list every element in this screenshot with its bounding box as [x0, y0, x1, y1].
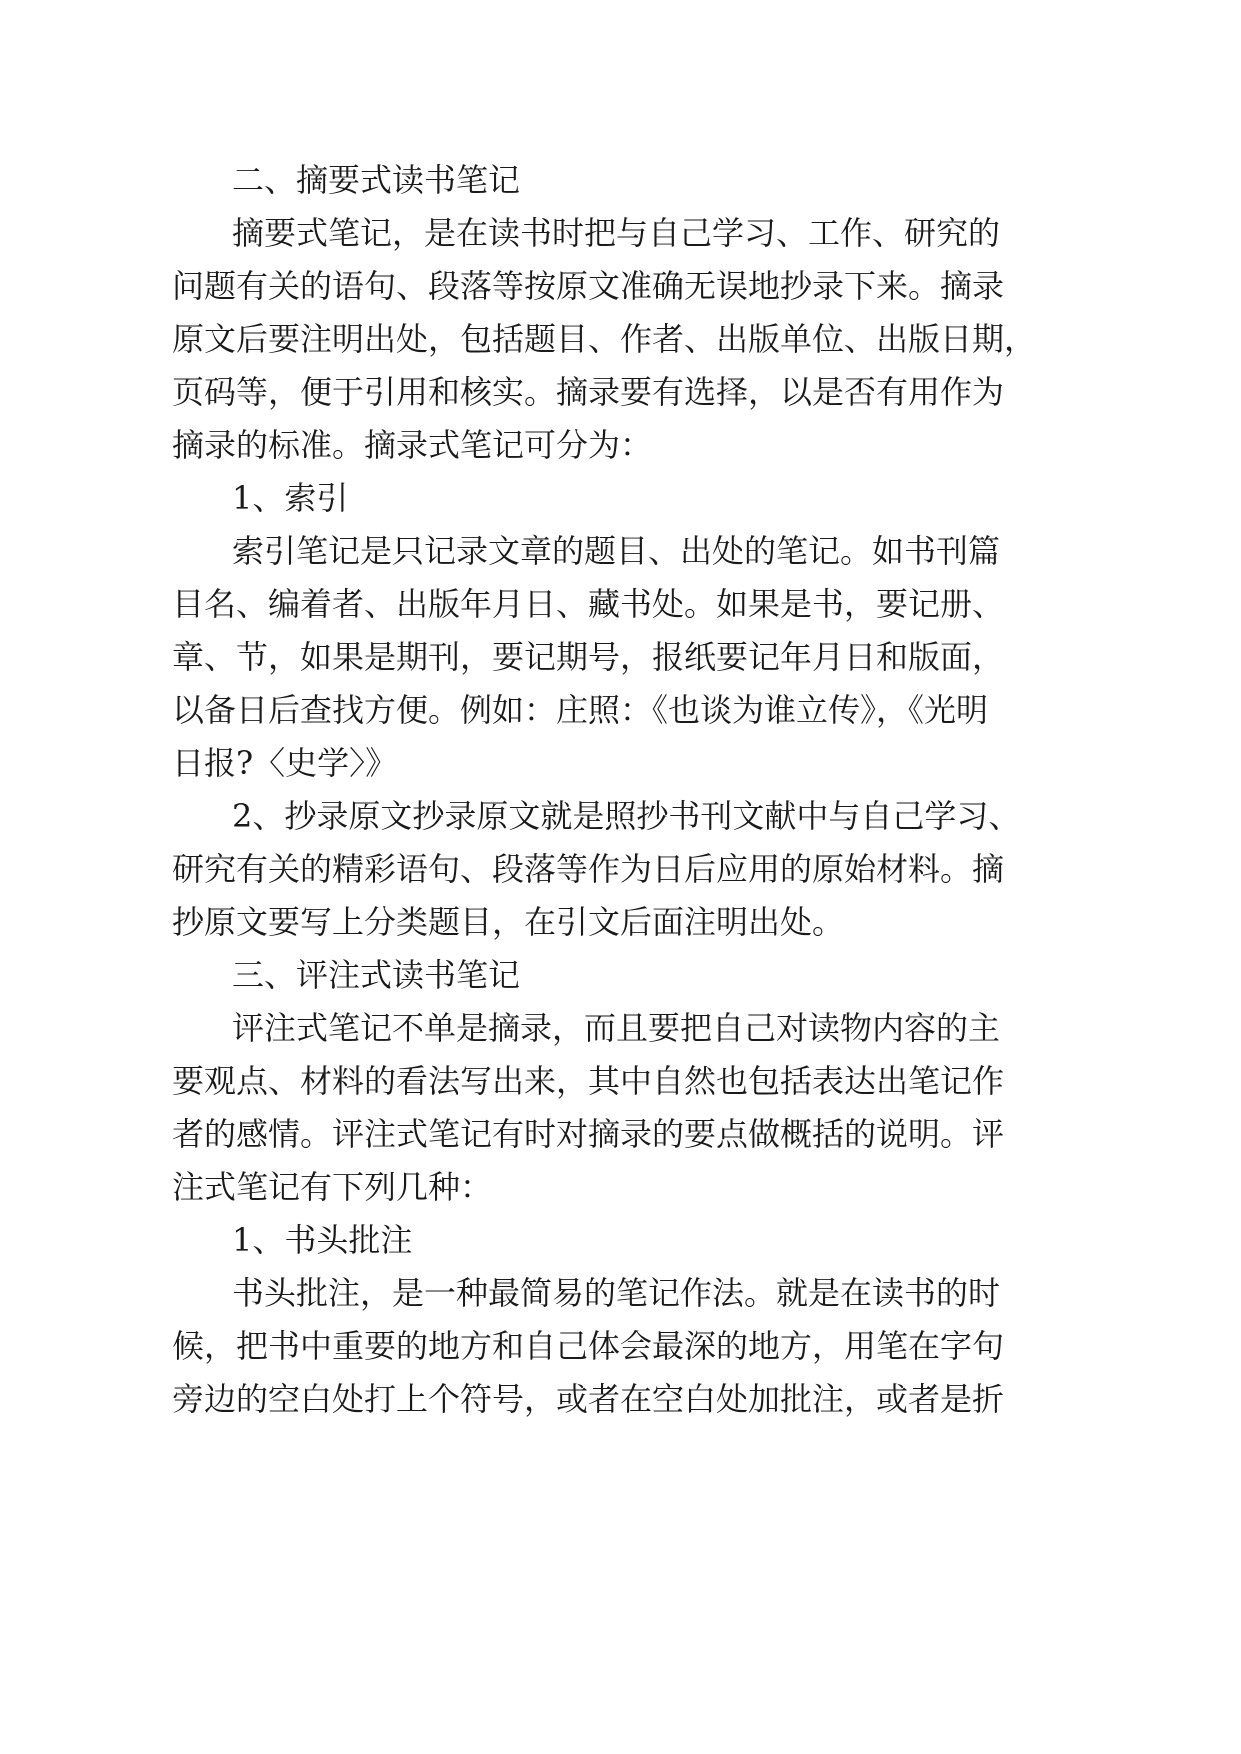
paragraph-line: 以备日后查找方便。例如：庄照：《也谈为谁立传》，《光明 — [172, 691, 989, 729]
paragraph-line: 摘要式笔记，是在读书时把与自己学习、工作、研究的 — [232, 214, 1001, 252]
paragraph-line: 索引笔记是只记录文章的题目、出处的笔记。如书刊篇 — [232, 532, 1001, 570]
subheading-index: 1、索引 — [232, 479, 349, 517]
paragraph-line: 日报?〈史学〉》 — [172, 744, 398, 782]
paragraph-line: 抄原文要写上分类题目，在引文后面注明出处。 — [172, 903, 845, 941]
subheading-margin-notes: 1、书头批注 — [232, 1221, 413, 1259]
heading-digest-notes: 二、摘要式读书笔记 — [232, 161, 521, 199]
paragraph-line: 问题有关的语句、段落等按原文准确无误地抄录下来。摘录 — [172, 267, 1005, 305]
paragraph-line: 要观点、材料的看法写出来，其中自然也包括表达出笔记作 — [172, 1062, 1005, 1100]
paragraph-line: 原文后要注明出处，包括题目、作者、出版单位、出版日期， — [172, 320, 1037, 358]
heading-annotation-notes: 三、评注式读书笔记 — [232, 956, 521, 994]
paragraph-line: 旁边的空白处打上个符号，或者在空白处加批注，或者是折 — [172, 1380, 1005, 1418]
paragraph-line: 目名、编着者、出版年月日、藏书处。如果是书，要记册、 — [172, 585, 1005, 623]
paragraph-line: 者的感情。评注式笔记有时对摘录的要点做概括的说明。评 — [172, 1115, 1005, 1153]
paragraph-line: 注式笔记有下列几种： — [172, 1168, 493, 1206]
paragraph-line: 研究有关的精彩语句、段落等作为日后应用的原始材料。摘 — [172, 850, 1005, 888]
paragraph-line: 候，把书中重要的地方和自己体会最深的地方，用笔在字句 — [172, 1327, 1005, 1365]
paragraph-line: 章、节，如果是期刊，要记期号，报纸要记年月日和版面， — [172, 638, 1005, 676]
paragraph-line: 摘录的标准。摘录式笔记可分为： — [172, 426, 653, 464]
paragraph-line: 书头批注，是一种最简易的笔记作法。就是在读书的时 — [232, 1274, 1001, 1312]
paragraph-line: 页码等，便于引用和核实。摘录要有选择，以是否有用作为 — [172, 373, 1005, 411]
subheading-copy-original: 2、抄录原文抄录原文就是照抄书刊文献中与自己学习、 — [232, 797, 1021, 835]
paragraph-line: 评注式笔记不单是摘录，而且要把自己对读物内容的主 — [232, 1009, 1001, 1047]
